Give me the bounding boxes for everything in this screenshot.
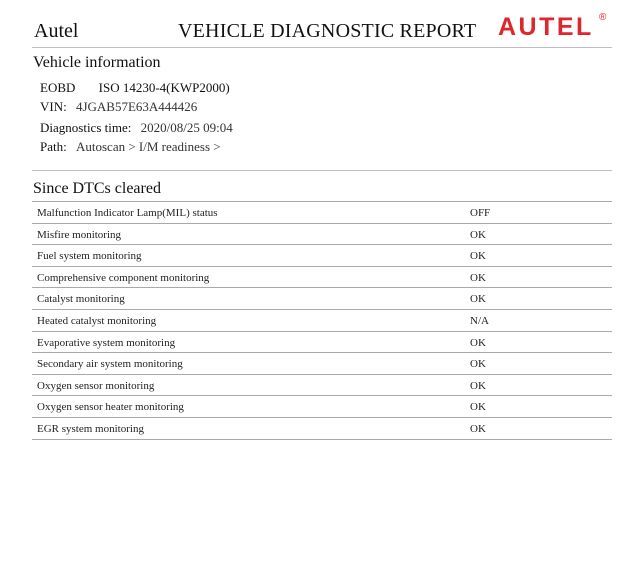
monitor-status: OK [470,271,486,284]
report-title: VEHICLE DIAGNOSTIC REPORT [178,20,477,42]
table-row [32,374,612,396]
monitor-name: EGR system monitoring [37,422,144,435]
dtc-section-heading: Since DTCs cleared [33,180,161,197]
section-divider [32,170,612,171]
monitor-status: OK [470,358,486,371]
protocol-row [40,80,230,96]
table-row [32,331,612,353]
vin-label: VIN: [40,99,67,114]
brand-name: Autel [34,20,79,42]
registered-mark: ® [599,12,607,23]
diagnostics-time-value: 2020/08/25 09:04 [140,120,233,135]
monitor-status: OK [470,336,486,349]
table-row [32,287,612,309]
monitor-name: Secondary air system monitoring [37,358,183,371]
monitor-status: OFF [470,207,491,219]
monitor-status: OK [470,379,486,392]
diagnostics-time-row [40,120,233,136]
monitor-name: Comprehensive component monitoring [37,271,210,284]
monitor-status: OK [470,401,486,414]
table-row [32,395,612,417]
diagnostics-time-label: Diagnostics time: [40,120,132,135]
vin-row [40,99,197,115]
path-label: Path: [40,139,67,154]
protocol-value: ISO 14230-4(KWP2000) [98,80,230,95]
autel-logo: AUTEL [498,13,594,41]
monitor-name: Evaporative system monitoring [37,336,176,349]
readiness-table [32,201,612,440]
monitor-status: OK [470,293,486,306]
header-divider [32,47,612,48]
table-row [32,309,612,331]
table-row [32,244,612,266]
monitor-status: OK [470,250,486,263]
table-row [32,223,612,245]
monitor-name: Heated catalyst monitoring [37,314,157,327]
vehicle-info-heading: Vehicle information [33,54,161,71]
table-row [32,201,612,223]
table-row [32,352,612,374]
path-row [40,139,221,155]
monitor-name: Oxygen sensor heater monitoring [37,401,184,414]
monitor-status: OK [470,228,486,241]
monitor-name: Catalyst monitoring [37,293,125,306]
monitor-name: Misfire monitoring [37,228,122,241]
monitor-name: Fuel system monitoring [37,250,142,263]
table-row [32,417,612,440]
monitor-name: Malfunction Indicator Lamp(MIL) status [37,207,218,219]
monitor-name: Oxygen sensor monitoring [37,379,155,392]
vin-value: 4JGAB57E63A444426 [75,99,198,114]
monitor-status: N/A [470,314,489,327]
table-row [32,266,612,288]
protocol-label: EOBD [40,80,76,95]
path-value: Autoscan > I/M readiness > [75,139,221,154]
monitor-status: OK [470,422,486,435]
